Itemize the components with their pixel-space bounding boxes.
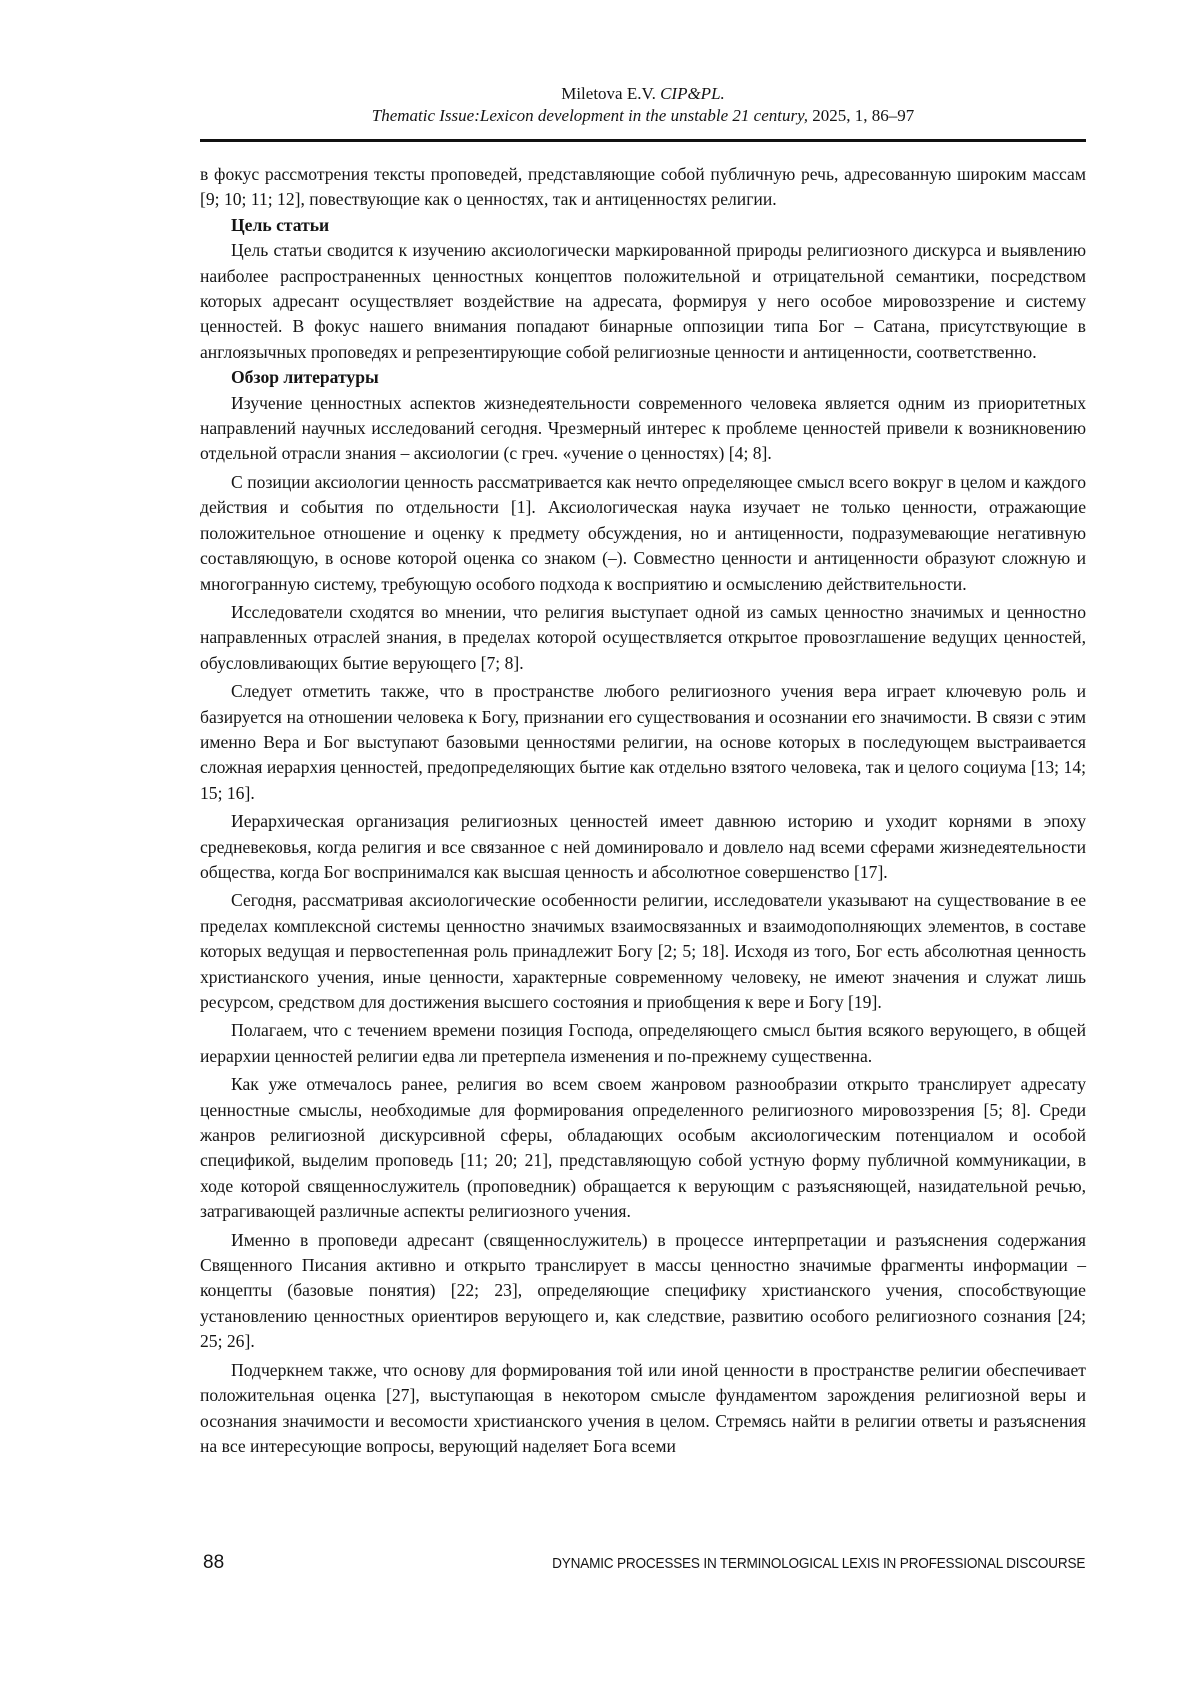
header-line-1 (200, 83, 1086, 105)
article-body (200, 162, 1086, 1459)
header-citation: 2025, 1, 86–97 (812, 106, 915, 125)
paragraph: Именно в проповеди адресант (священнослужитель) в процессе интерпретации и разъяснения содержания Священного Писания активно и открыто транслирует в массы ценностно значимые фрагменты информации – концепты (базовые понятия) [22; 23], определяющие специфику христианского учения, способствующие установлению ценностных ориентиров верующего и, как следствие, развитию особого религиозного сознания [24; 25; 26]. (200, 1229, 1086, 1352)
header-line-2 (200, 105, 1086, 127)
paragraph: Полагаем, что с течением времени позиция Господа, определяющего смысл бытия всякого верующего, в общей иерархии ценностей религии едва ли претерпела изменения и по-прежнему существенна. (200, 1020, 1086, 1066)
paragraph: Иерархическая организация религиозных ценностей имеет давнюю историю и уходит корнями в эпоху средневековья, когда религия и все связанное с ней доминировало и довлело над всеми сферами жизнедеятельности общества, когда Бог воспринимался как высшая ценность и абсолютное совершенство [17]. (200, 811, 1086, 882)
paragraph: Подчеркнем также, что основу для формирования той или иной ценности в пространстве религии обеспечивает положительная оценка [27], выступающая в некотором смысле фундаментом зарождения религиозной веры и осознания значимости и весомости христианского учения в целом. Стремясь найти в религии ответы и разъяснения на все интересующие вопросы, верующий наделяет Бога всеми (200, 1359, 1086, 1456)
paragraph: С позиции аксиологии ценность рассматривается как нечто определяющее смысл всего вокруг в целом и каждого действия и события по отдельности [1]. Аксиологическая наука изучает не только ценности, отражающие положительное отношение и оценку к предмету обсуждения, но и антиценности, подразумевающие негативную составляющую, в основе которой оценка со знаком (–). Совместно ценности и антиценности образуют сложную и многогранную систему, требующую особого подхода к восприятию и осмыслению действительности. (200, 471, 1086, 594)
paragraph: Исследователи сходятся во мнении, что религия выступает одной из самых ценностно значимых и ценностно направленных отраслей знания, в пределах которой осуществляется открытое провозглашение ведущих ценностей, обусловливающих бытие верующего [7; 8]. (200, 601, 1086, 673)
section-heading-literature-review: Обзор литературы (231, 367, 379, 388)
paragraph: Следует отметить также, что в пространстве любого религиозного учения вера играет ключевую роль и базируется на отношении человека к Богу, признании его существования и осознании его значимости. В связи с этим именно Вера и Бог выступают базовыми ценностями религии, на основе которых в последующем выстраивается сложная иерархия ценностей, предопределяющих бытие как отдельно взятого человека, так и целого социума [13; 14; 15; 16]. (200, 681, 1086, 803)
header-divider (200, 139, 1086, 142)
header-journal: CIP&PL. (660, 84, 725, 103)
paragraph: Сегодня, рассматривая аксиологические особенности религии, исследователи указывают на существование в ее пределах комплексной системы ценностно значимых взаимосвязанных и взаимодополняющих элементов, в составе которых ведущая и первостепенная роль принадлежит Богу [2; 5; 18]. Исходя из того, Бог есть абсолютная ценность христианского учения, иные ценности, характерные современному человеку, не имеют значения и служат лишь ресурсом, средством для достижения высшего состояния и приобщения к вере и Богу [19]. (200, 890, 1086, 1012)
journal-section-title: DYNAMIC PROCESSES IN TERMINOLOGICAL LEXIS IN PROFESSIONAL DISCOURSE (551, 1556, 1085, 1572)
paragraph: Как уже отмечалось ранее, религия во всем своем жанровом разнообразии открыто транслирует адресату ценностные смыслы, необходимые для формирования определенного религиозного мировоззрения [5; 8]. Среди жанров религиозной дискурсивной сферы, обладающих особым аксиологическим потенциалом и особой спецификой, выделим проповедь [11; 20; 21], представляющую собой устную форму публичной коммуникации, в ходе которой священнослужитель (проповедник) обращается к верующим с разъясняющей, назидательной речью, затрагивающей различные аспекты религиозного учения. (200, 1074, 1086, 1222)
section-heading-goal: Цель статьи (231, 214, 330, 235)
paragraph: Изучение ценностных аспектов жизнедеятельности современного человека является одним из приоритетных направлений научных исследований сегодня. Чрезмерный интерес к проблеме ценностей привели к возникновению отдельной отрасли знания – аксиологии (с греч. «учение о ценностях) [4; 8]. (200, 392, 1086, 464)
paragraph-continued: в фокус рассмотрения тексты проповедей, представляющие собой публичную речь, адресованную широким массам [9; 10; 11; 12], повествующие как о ценностях, так и антиценностях религии. (200, 164, 1086, 210)
header-issue: Thematic Issue:Lexicon development in the unstable 21 century, (371, 106, 808, 125)
page-number: 88 (203, 1552, 225, 1573)
header-authors: Miletova E.V. (561, 84, 656, 103)
running-header (200, 83, 1086, 127)
paragraph-goal: Цель статьи сводится к изучению аксиологически маркированной природы религиозного дискурса и выявлению наиболее распространенных ценностных концептов положительной и отрицательной семантики, посредством которых адресант осуществляет воздействие на адресата, формируя у него особое мировоззрение и систему ценностей. В фокус нашего внимания попадают бинарные оппозиции типа Бог – Сатана, присутствующие в англоязычных проповедях и репрезентирующие собой религиозные ценности и антиценности, соответственно. (200, 240, 1086, 362)
